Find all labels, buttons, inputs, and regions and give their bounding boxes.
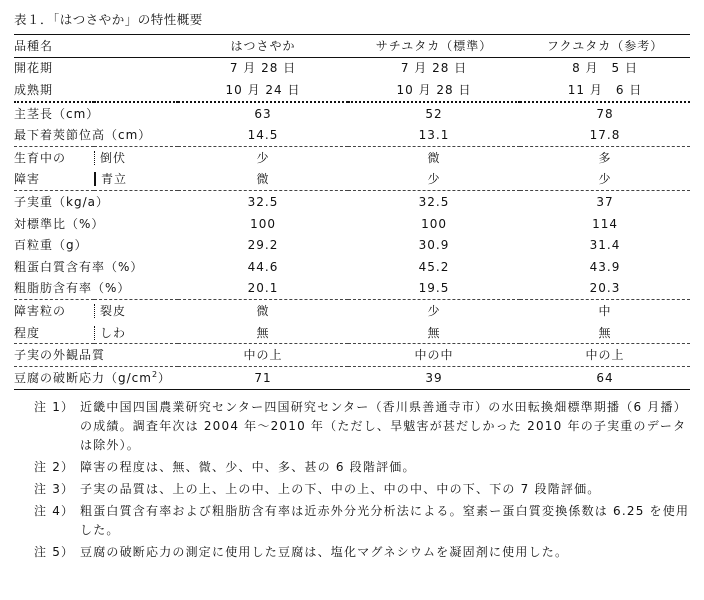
footnote-text: 近畿中国四国農業研究センター四国研究センター（香川県善通寺市）の水田転換畑標準期播（6 月播）の成績。調査年次は 2004 年〜2010 年（ただし、旱魃害が甚だしかった 2010 年の子実重のデータは除外）。 [80, 400, 687, 452]
cell: 17.8 [520, 124, 690, 146]
cell: 少 [256, 150, 270, 165]
cell: 45.2 [418, 259, 450, 274]
cell: 微 [178, 169, 348, 191]
table-row [14, 322, 690, 344]
table-row [14, 191, 690, 213]
cell: 114 [592, 216, 618, 231]
cell: 微 [256, 303, 270, 318]
footnote-number: 注 5） [34, 545, 75, 559]
cell: 71 [178, 366, 348, 389]
table-row [14, 278, 690, 300]
cell: 43.9 [589, 259, 621, 274]
cell: 10 月 24 日 [178, 79, 348, 102]
group-label: 障害粒の [14, 303, 67, 318]
table-row [14, 300, 690, 322]
footnote-text: 子実の品質は、上の上、上の中、上の下、中の上、中の中、中の下、下の 7 段階評価。 [80, 482, 601, 496]
cell: 63 [254, 106, 272, 121]
cell: 少 [348, 169, 520, 191]
cell: 39 [348, 366, 520, 389]
cell: 少 [520, 169, 690, 191]
cell: 37 [596, 194, 614, 209]
cell: 30.9 [418, 238, 450, 253]
footnote [34, 398, 694, 455]
row-label: 開花期 [14, 61, 54, 76]
cell: 少 [427, 303, 441, 318]
sub-label: しわ [94, 326, 126, 340]
row-label: 子実の外観品質 [14, 344, 178, 367]
footnote [34, 480, 694, 499]
cell: 32.5 [418, 194, 450, 209]
row-label: 子実重（kg/a） [14, 194, 109, 209]
footnote [34, 502, 694, 540]
footnote-number: 注 2） [34, 460, 75, 474]
table-row [14, 169, 690, 191]
table-row [14, 102, 690, 125]
cell: 11 月 6 日 [520, 79, 690, 102]
table-row [14, 256, 690, 278]
row-label: 主茎長（cm） [14, 106, 100, 121]
row-label: 対標準比（%） [14, 216, 105, 231]
cell: 8 月 5 日 [572, 61, 638, 76]
cell: 78 [596, 106, 614, 121]
group-label: 障害 [14, 169, 94, 191]
row-label: 最下着莢節位高（cm） [14, 124, 178, 146]
cell: 中の上 [520, 344, 690, 367]
cell: 無 [348, 322, 520, 344]
table-row [14, 79, 690, 102]
cell: 無 [178, 322, 348, 344]
table-row [14, 146, 690, 168]
header-cultivar-3: フクユタカ（参考） [520, 35, 690, 58]
cell: 10 月 28 日 [348, 79, 520, 102]
cell: 微 [427, 150, 441, 165]
table-row [14, 124, 690, 146]
table-row [14, 366, 690, 389]
row-label: 豆腐の破断応力$(g/cm^2)$ [14, 366, 178, 389]
cell: 100 [250, 216, 276, 231]
cell: 20.3 [520, 278, 690, 300]
row-label: 粗蛋白質含有率（%） [14, 259, 144, 274]
footnote-text: 粗蛋白質含有率および粗脂肪含有率は近赤外分光分析法による。窒素ー蛋白質変換係数は 6.25 を使用した。 [80, 504, 690, 537]
cell: 29.2 [247, 238, 279, 253]
cell: 20.1 [178, 278, 348, 300]
cell: 19.5 [348, 278, 520, 300]
row-label: 粗脂肪含有率（%） [14, 278, 178, 300]
cell: 64 [520, 366, 690, 389]
sub-label: 倒伏 [94, 151, 126, 165]
cell: 100 [421, 216, 447, 231]
header-row [14, 35, 690, 58]
footnote [34, 458, 694, 477]
header-cultivar-1: はつさやか [178, 35, 348, 58]
cell: 中の上 [178, 344, 348, 367]
group-label: 生育中の [14, 150, 67, 165]
cell: 32.5 [247, 194, 279, 209]
row-label: 百粒重（g） [14, 238, 88, 253]
characteristics-table [14, 34, 690, 390]
footnote [34, 543, 694, 562]
table-caption: 表１．「はつさやか」の特性概要 [14, 12, 203, 27]
sub-label: 裂皮 [94, 304, 126, 318]
cell: 13.1 [348, 124, 520, 146]
footnote-number: 注 1） [34, 400, 75, 414]
header-cultivar-2: サチユタカ（標準） [348, 35, 520, 58]
table-row [14, 213, 690, 235]
header-item: 品種名 [14, 35, 178, 58]
footnotes [34, 398, 694, 565]
cell: 7 月 28 日 [400, 61, 468, 76]
sub-label: 青立 [94, 172, 127, 186]
cell: 52 [425, 106, 443, 121]
footnote-number: 注 3） [34, 482, 75, 496]
cell: 多 [598, 150, 612, 165]
group-label: 程度 [14, 322, 94, 344]
footnote-text: 障害の程度は、無、微、少、中、多、甚の 6 段階評価。 [80, 460, 416, 474]
cell: 7 月 28 日 [229, 61, 297, 76]
cell: 中 [598, 303, 612, 318]
footnote-number: 注 4） [34, 504, 75, 518]
row-label: 成熟期 [14, 79, 178, 102]
cell: 中の中 [348, 344, 520, 367]
cell: 無 [520, 322, 690, 344]
cell: 44.6 [247, 259, 279, 274]
table-row [14, 234, 690, 256]
table-row [14, 57, 690, 79]
cell: 14.5 [178, 124, 348, 146]
table-row [14, 344, 690, 367]
footnote-text: 豆腐の破断応力の測定に使用した豆腐は、塩化マグネシウムを凝固剤に使用した。 [80, 545, 569, 559]
cell: 31.4 [589, 238, 621, 253]
